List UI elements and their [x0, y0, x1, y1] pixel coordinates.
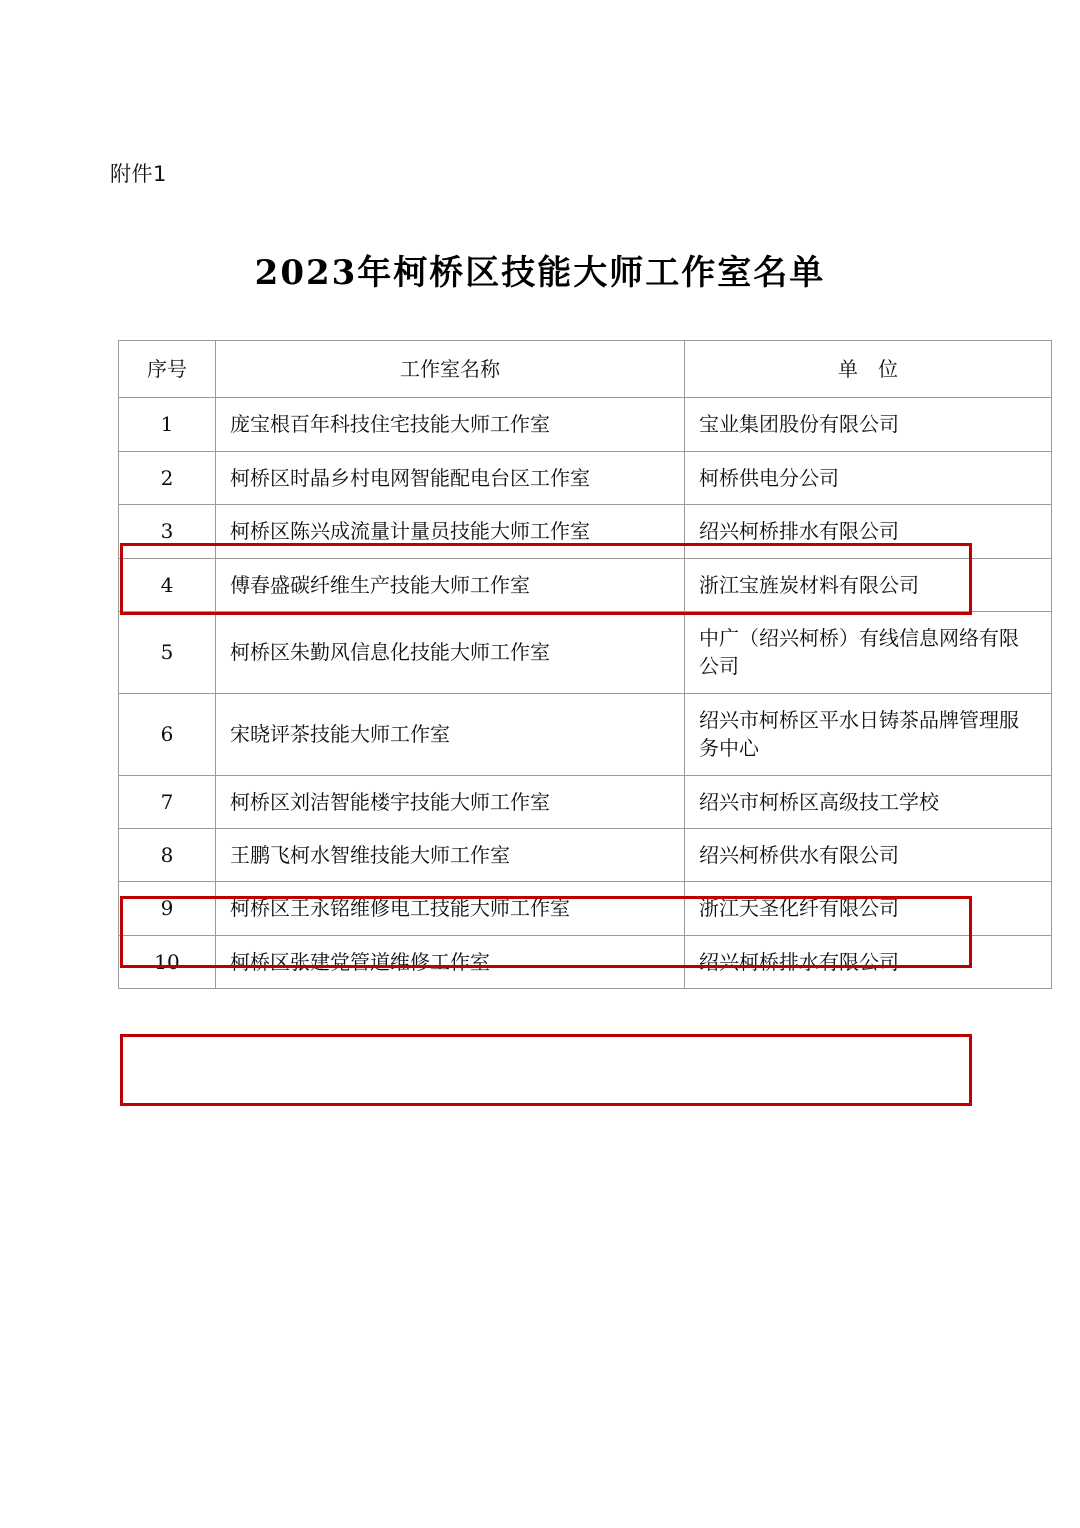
row-workshop-name: 柯桥区张建党管道维修工作室 — [216, 935, 685, 988]
row-index: 7 — [119, 775, 216, 828]
table-row — [119, 611, 1052, 693]
table-row — [119, 505, 1052, 558]
row-workshop-name: 宋晓评茶技能大师工作室 — [216, 693, 685, 775]
table-row — [119, 775, 1052, 828]
column-header-index: 序号 — [119, 341, 216, 398]
row-unit: 中广（绍兴柯桥）有线信息网络有限公司 — [685, 611, 1052, 693]
row-index: 6 — [119, 693, 216, 775]
row-workshop-name: 庞宝根百年科技住宅技能大师工作室 — [216, 398, 685, 451]
row-unit: 绍兴柯桥排水有限公司 — [685, 935, 1052, 988]
row-index: 5 — [119, 611, 216, 693]
row-index: 10 — [119, 935, 216, 988]
row-index: 1 — [119, 398, 216, 451]
row-index: 3 — [119, 505, 216, 558]
row-unit: 绍兴柯桥排水有限公司 — [685, 505, 1052, 558]
column-header-unit: 单 位 — [685, 341, 1052, 398]
table-header-row — [119, 341, 1052, 398]
table-row — [119, 558, 1052, 611]
row-workshop-name: 柯桥区王永铭维修电工技能大师工作室 — [216, 882, 685, 935]
row-unit: 绍兴柯桥供水有限公司 — [685, 828, 1052, 881]
row-unit: 浙江天圣化纤有限公司 — [685, 882, 1052, 935]
highlight-box-row-10 — [120, 1034, 972, 1106]
row-workshop-name: 柯桥区时晶乡村电网智能配电台区工作室 — [216, 451, 685, 504]
workshop-list-table — [118, 340, 1052, 989]
table-row — [119, 882, 1052, 935]
row-unit: 绍兴市柯桥区高级技工学校 — [685, 775, 1052, 828]
row-unit: 浙江宝旌炭材料有限公司 — [685, 558, 1052, 611]
page-title: 2023年柯桥区技能大师工作室名单 — [254, 253, 826, 293]
row-workshop-name: 王鹏飞柯水智维技能大师工作室 — [216, 828, 685, 881]
table-row — [119, 828, 1052, 881]
row-workshop-name: 柯桥区陈兴成流量计量员技能大师工作室 — [216, 505, 685, 558]
table-row — [119, 693, 1052, 775]
row-index: 4 — [119, 558, 216, 611]
row-index: 8 — [119, 828, 216, 881]
row-unit: 绍兴市柯桥区平水日铸茶品牌管理服务中心 — [685, 693, 1052, 775]
row-workshop-name: 柯桥区刘洁智能楼宇技能大师工作室 — [216, 775, 685, 828]
table-row — [119, 451, 1052, 504]
table-row — [119, 398, 1052, 451]
row-workshop-name: 傅春盛碳纤维生产技能大师工作室 — [216, 558, 685, 611]
attachment-label: 附件1 — [110, 162, 167, 186]
row-workshop-name: 柯桥区朱勤风信息化技能大师工作室 — [216, 611, 685, 693]
table-row — [119, 935, 1052, 988]
row-index: 2 — [119, 451, 216, 504]
row-unit: 柯桥供电分公司 — [685, 451, 1052, 504]
row-index: 9 — [119, 882, 216, 935]
row-unit: 宝业集团股份有限公司 — [685, 398, 1052, 451]
column-header-name: 工作室名称 — [216, 341, 685, 398]
